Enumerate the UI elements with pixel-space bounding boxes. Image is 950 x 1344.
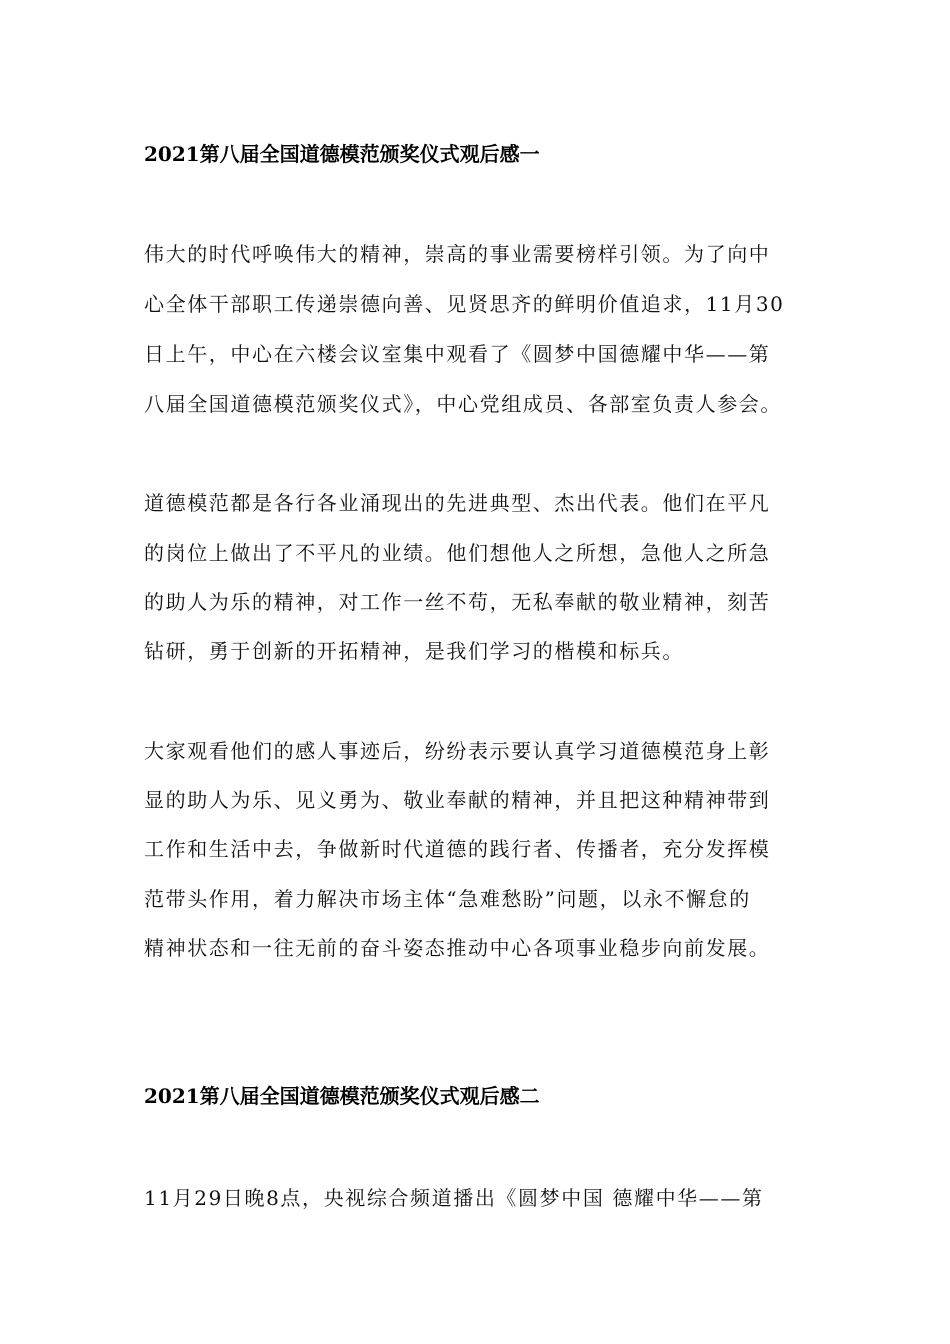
section-2-title: 2021第八届全国道德模范颁奖仪式观后感二 (144, 1084, 540, 1108)
section-1-title: 2021第八届全国道德模范颁奖仪式观后感一 (144, 142, 540, 166)
paragraph-line: 11月29日晚8点，央视综合频道播出《圆梦中国 德耀中华——第 (144, 1186, 764, 1210)
paragraph-line: 日上午，中心在六楼会议室集中观看了《圆梦中国德耀中华——第 (144, 342, 771, 366)
paragraph-line: 八届全国道德模范颁奖仪式》，中心党组成员、各部室负责人参会。 (144, 392, 782, 416)
paragraph-line: 的岗位上做出了不平凡的业绩。他们想他人之所想，急他人之所急 (144, 541, 771, 565)
paragraph-line: 范带头作用，着力解决市场主体“急难愁盼”问题，以永不懈怠的 (144, 887, 751, 911)
paragraph-line: 工作和生活中去，争做新时代道德的践行者、传播者，充分发挥模 (144, 837, 771, 861)
paragraph-line: 显的助人为乐、见义勇为、敬业奉献的精神，并且把这种精神带到 (144, 788, 771, 812)
paragraph-line: 心全体干部职工传递崇德向善、见贤思齐的鲜明价值追求，11月30 (144, 292, 785, 316)
paragraph-line: 钻研，勇于创新的开拓精神，是我们学习的楷模和标兵。 (144, 639, 684, 663)
paragraph-line: 大家观看他们的感人事迹后，纷纷表示要认真学习道德模范身上彰 (144, 739, 771, 763)
paragraph-line: 道德模范都是各行各业涌现出的先进典型、杰出代表。他们在平凡 (144, 491, 771, 515)
paragraph-line: 精神状态和一往无前的奋斗姿态推动中心各项事业稳步向前发展。 (144, 936, 771, 960)
paragraph-line: 的助人为乐的精神，对工作一丝不苟，无私奉献的敬业精神，刻苦 (144, 590, 771, 614)
paragraph-line: 伟大的时代呼唤伟大的精神，崇高的事业需要榜样引领。为了向中 (144, 242, 771, 266)
